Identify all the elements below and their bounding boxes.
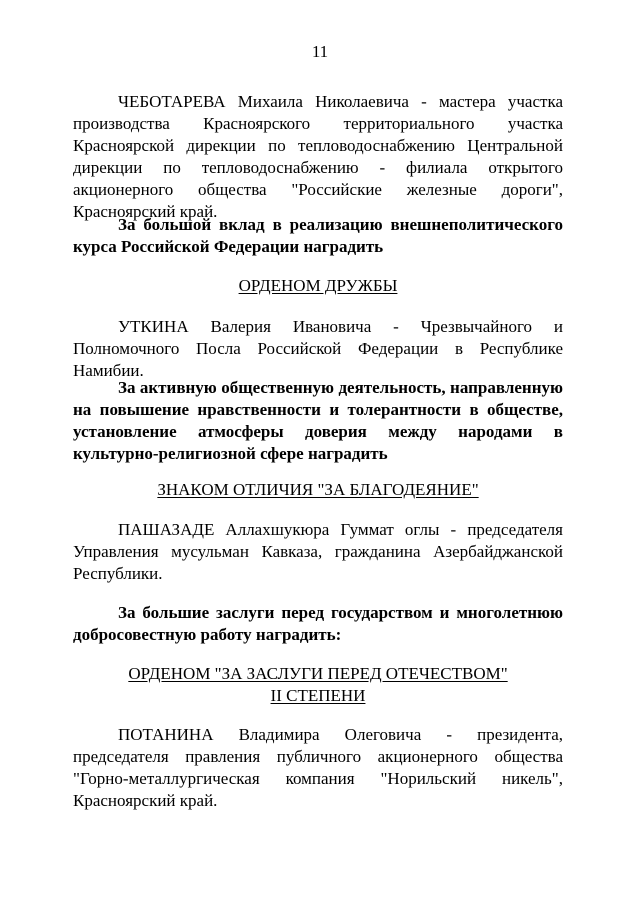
award-heading-text: ОРДЕНОМ ДРУЖБЫ xyxy=(238,276,398,295)
award-heading-badge-charity xyxy=(73,479,563,501)
award-recipient-pashazade: ПАШАЗАДЕ Аллахшукюра Гуммат оглы - председателя Управления мусульман Кавказа, гражданина Азербайджанской Республики. xyxy=(73,520,563,583)
award-reason-merits: За большие заслуги перед государством и многолетнюю добросовестную работу наградить: xyxy=(73,603,563,644)
award-heading-order-merit-fatherland xyxy=(73,663,563,707)
award-heading-text-line1: ОРДЕНОМ "ЗА ЗАСЛУГИ ПЕРЕД ОТЕЧЕСТВОМ" xyxy=(128,664,508,683)
award-reason-public-activity: За активную общественную деятельность, направленную на повышение нравственности и толерантности в обществе, установление атмосферы доверия между народами в культурно-религиозной сфере наградить xyxy=(73,378,563,463)
award-heading-text-line2: II СТЕПЕНИ xyxy=(270,686,366,705)
award-recipient-potanin: ПОТАНИНА Владимира Олеговича - президента, председателя правления публичного акционерного общества "Горно-металлургическая компания "Норильский никель", Красноярский край. xyxy=(73,725,563,810)
award-heading-text: ЗНАКОМ ОТЛИЧИЯ "ЗА БЛАГОДЕЯНИЕ" xyxy=(157,480,479,499)
award-reason-foreign-policy: За большой вклад в реализацию внешнеполитического курса Российской Федерации наградить xyxy=(73,215,563,256)
award-recipient-utkin: УТКИНА Валерия Ивановича - Чрезвычайного и Полномочного Посла Российской Федерации в Республике Намибии. xyxy=(73,317,563,380)
award-recipient-chebotarev: ЧЕБОТАРЕВА Михаила Николаевича - мастера участка производства Красноярского территориального участка Красноярской дирекции по тепловодоснабжению Центральной дирекции по тепловодоснабжению - филиала открытого акционерного общества "Российские железные дороги", Красноярский край. xyxy=(73,92,563,221)
award-heading-order-of-friendship xyxy=(73,275,563,297)
page-number: 11 xyxy=(311,42,329,61)
